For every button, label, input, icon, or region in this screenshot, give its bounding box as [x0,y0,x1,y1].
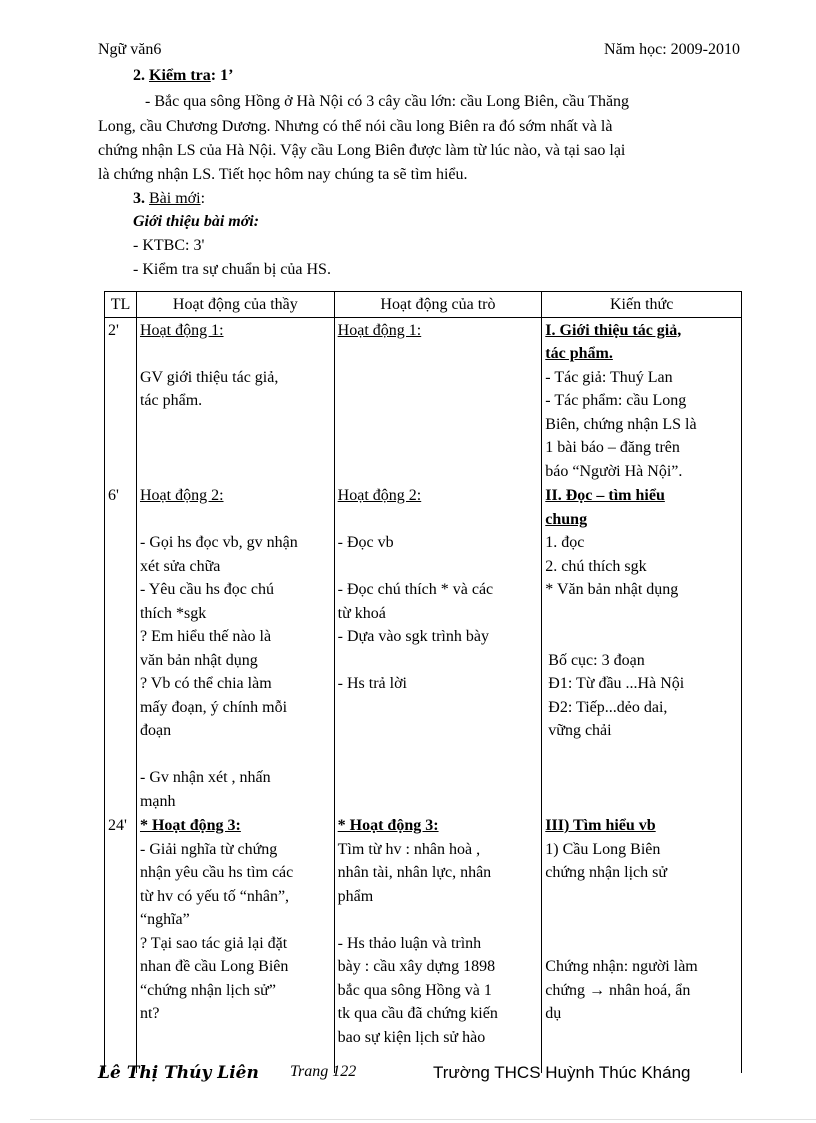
intro-para-line: chứng nhận LS của Hà Nội. Vậy cầu Long Biên được làm từ lúc nào, và tại sao lại [98,142,626,159]
teacher-line: mấy đoạn, ý chính mỗi [139,698,288,716]
spacer [140,342,331,366]
footer-school: Trường THCS Huỳnh Thúc Kháng [433,1063,691,1082]
student-activity-head: Hoạt động 1: [337,321,422,339]
kiemtra-label: Kiểm tra [149,67,211,84]
table-header-row [105,292,742,318]
knowledge-line: - Tác phẩm: cầu Long [545,392,687,409]
student-line: bắc qua sông Hồng và 1 [337,981,492,999]
footer-author: Lê Thị Thúy Liên [98,1063,259,1083]
page-bottom-rule [30,1119,816,1120]
student-line: - Hs trả lời [337,675,407,692]
spacer [545,885,738,909]
teacher-line: xét sửa chữa [139,557,221,575]
knowledge-line: Biên, chứng nhận LS là [545,415,697,433]
spacer [140,743,331,767]
knowledge-line: vững chải [548,722,612,739]
student-line: - Hs thảo luận và trình [337,934,482,952]
spacer [545,908,738,932]
knowledge-line: Bố cục: 3 đoạn [548,651,645,669]
teacher-line: GV giới thiệu tác giả, [139,368,279,386]
cell-student [334,317,542,483]
student-line: bày : cầu xây dựng 1898 [337,958,496,975]
spacer [545,932,738,956]
cell-tl: 6' [105,483,137,813]
spacer [338,555,539,579]
cell-knowledge [542,317,742,483]
knowledge-head: I. Giới thiệu tác giả, [545,321,682,339]
knowledge-line: Đ1: Từ đầu ...Hà Nội [548,675,685,692]
knowledge-line: 1 bài báo – đăng trên [545,439,680,456]
teacher-line: văn bản nhật dụng [139,651,258,669]
col-header-student: Hoạt động của trò [334,292,542,318]
student-activity-head: Hoạt động 2: [337,487,422,504]
knowledge-line: Đ2: Tiếp...dẻo dai, [548,698,668,716]
teacher-line: - Giải nghĩa từ chứng [139,840,278,858]
knowledge-line: báo “Người Hà Nội”. [545,462,683,480]
teacher-line: đoạn [139,722,172,739]
cell-student [334,483,542,813]
cell-teacher [136,813,334,1073]
knowledge-line: 1) Cầu Long Biên [545,840,661,858]
teacher-line: ? Vb có thể chia làm [139,675,272,692]
knowledge-head: chung [545,510,588,528]
col-header-teacher: Hoạt động của thầy [136,292,334,318]
col-header-tl: TL [105,292,137,318]
cell-tl: 24' [105,813,137,1073]
teacher-line: ? Tại sao tác giả lại đặt [139,934,288,952]
knowledge-head: II. Đọc – tìm hiểu [545,487,665,504]
teacher-line: ? Em hiểu thế nào là [139,628,272,645]
student-line: tk qua cầu đã chứng kiến [337,1005,498,1022]
cell-tl: 2' [105,317,137,483]
knowledge-line: - Tác giả: Thuý Lan [545,368,673,386]
baimoi-label: Bài mới [149,190,201,207]
footer-page-number: Trang 122 [290,1063,357,1080]
section-baimoi [133,187,781,211]
intro-para-line: là chứng nhận LS. Tiết học hôm nay chúng ta sẽ tìm hiểu. [98,166,468,183]
teacher-line: nt? [139,1005,160,1022]
teacher-line: - Gv nhận xét , nhấn [139,769,271,786]
teacher-line: “nghĩa” [139,911,190,928]
teacher-activity-head: Hoạt động 2: [139,487,224,504]
spacer [338,649,539,673]
spacer [140,508,331,532]
knowledge-line: chứng nhận lịch sử [545,864,668,881]
teacher-activity-head: * Hoạt động 3: [139,817,241,834]
teacher-line: thích *sgk [139,604,207,622]
teacher-line: tác phẩm. [139,392,203,409]
intro-para-line: - Bắc qua sông Hồng ở Hà Nội có 3 cây cầu lớn: cầu Long Biên, cầu Thăng [145,93,630,110]
col-header-knowledge: Kiến thức [542,292,742,318]
knowledge-line: * Văn bản nhật dụng [545,581,679,598]
knowledge-head: III) Tìm hiểu vb [545,817,656,834]
teacher-line: nhận yêu cầu hs tìm các [139,864,294,881]
student-line: Tìm từ hv : nhân hoà , [337,840,481,858]
ktbc-line: - KTBC: 3' [133,237,205,254]
kiemtra-number: 2. [133,67,145,84]
spacer [338,508,539,532]
knowledge-line: Chứng nhận: người làm [545,958,698,975]
student-line: từ khoá [337,604,386,622]
spacer [338,908,539,932]
student-line: phẩm [337,887,374,905]
cell-student [334,813,542,1073]
cell-teacher [136,317,334,483]
teacher-line: mạnh [139,792,176,810]
section-kiemtra [133,64,781,88]
table-row [105,483,742,813]
teacher-line: “chứng nhận lịch sử” [139,981,276,999]
header-school-year: Năm học: 2009-2010 [604,41,740,58]
baimoi-colon: : [200,190,206,207]
student-line: bao sự kiện lịch sử hào [337,1028,486,1046]
baimoi-number: 3. [133,190,145,207]
cell-knowledge [542,483,742,813]
spacer [545,602,738,626]
teacher-line: - Gọi hs đọc vb, gv nhận [139,534,298,551]
intro-para-line: Long, cầu Chương Dương. Nhưng có thể nói cầu long Biên ra đó sớm nhất và là [98,118,613,135]
kiemtra-hs-line: - Kiểm tra sự chuẩn bị của HS. [133,261,331,278]
knowledge-line: 2. chú thích sgk [545,557,647,575]
knowledge-line: chứng → nhân hoá, ẩn [545,981,691,999]
knowledge-line: dụ [545,1005,562,1022]
teacher-activity-head: Hoạt động 1: [139,321,224,339]
student-line: - Dựa vào sgk trình bày [337,628,489,645]
teacher-line: nhan đề cầu Long Biên [139,958,289,975]
student-line: - Đọc chú thích * và các [337,581,494,598]
student-activity-head: * Hoạt động 3: [337,817,439,834]
header-subject: Ngữ văn6 [98,41,162,58]
cell-teacher [136,483,334,813]
cell-knowledge [542,813,742,1073]
gioithieu-heading: Giới thiệu bài mới: [133,213,260,230]
teacher-line: từ hv có yếu tố “nhân”, [139,887,290,905]
table-row [105,317,742,483]
student-line: - Đọc vb [337,534,394,551]
lesson-table [104,291,742,1073]
table-row [105,813,742,1073]
student-line: nhân tài, nhân lực, nhân [337,864,492,881]
page-footer [0,1063,816,1087]
kiemtra-time: : 1’ [210,67,234,84]
teacher-line: - Yêu cầu hs đọc chú [139,581,275,598]
knowledge-head: tác phẩm. [545,345,613,362]
spacer [545,625,738,649]
knowledge-line: 1. đọc [545,534,585,551]
